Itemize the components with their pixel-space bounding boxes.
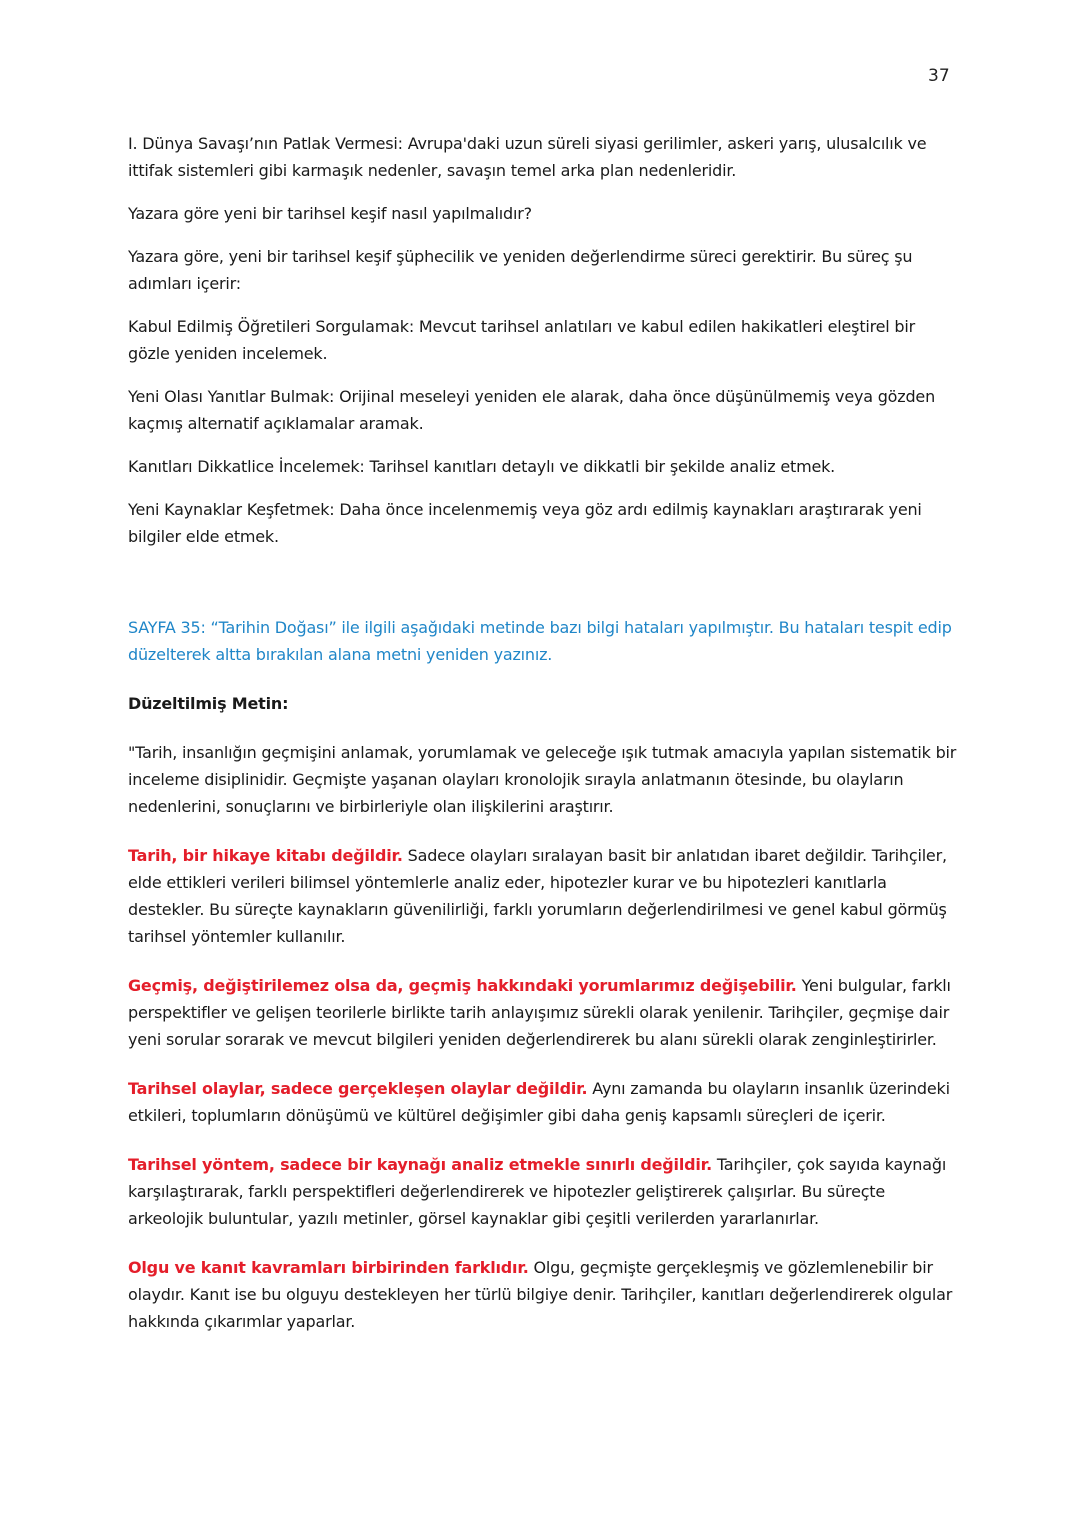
- step-2: Yeni Olası Yanıtlar Bulmak: Orijinal meseleyi yeniden ele alarak, daha önce düşünülmemiş veya gözden kaçmış alternatif açıklamalar aramak.: [128, 387, 936, 433]
- question: Yazara göre yeni bir tarihsel keşif nasıl yapılmalıdır?: [128, 204, 532, 223]
- highlight-2: Geçmiş, değiştirilemez olsa da, geçmiş hakkındaki yorumlarımız değişebilir.: [128, 976, 797, 995]
- step-4: Yeni Kaynaklar Keşfetmek: Daha önce incelenmemiş veya göz ardı edilmiş kaynakları araştırarak yeni bilgiler elde etmek.: [128, 500, 922, 546]
- step-3: Kanıtları Dikkatlice İncelemek: Tarihsel kanıtları detaylı ve dikkatli bir şekilde analiz etmek.: [128, 457, 836, 476]
- corrected-section-1: [128, 842, 958, 950]
- paragraph-ww1: I. Dünya Savaşı’nın Patlak Vermesi: Avrupa'daki uzun süreli siyasi gerilimler, askeri yarış, ulusalcılık ve ittifak sistemleri gibi karmaşık nedenler, savaşın temel arka plan nedenleridir.: [128, 134, 927, 180]
- page-number: 37: [928, 66, 950, 86]
- highlight-3: Tarihsel olaylar, sadece gerçekleşen olaylar değildir.: [128, 1079, 588, 1098]
- section-3-text: Aynı zamanda bu olayların insanlık üzerindeki etkileri, toplumların dönüşümü ve kültürel değişimler gibi daha geniş kapsamlı süreçleri de içerir.: [128, 1079, 950, 1125]
- section-1-text: Sadece olayları sıralayan basit bir anlatıdan ibaret değildir. Tarihçiler, elde ettikleri verileri bilimsel yöntemlerle analiz eder, hipotezler kurar ve bu hipotezleri kanıtlarla destekler. Bu süreçte kaynakların güvenilirliği, farklı yorumların değerlendirilmesi ve genel kabul görmüş tarihsel yöntemler kullanılır.: [128, 846, 947, 946]
- corrected-intro: "Tarih, insanlığın geçmişini anlamak, yorumlamak ve geleceğe ışık tutmak amacıyla yapılan sistematik bir inceleme disiplinidir. Geçmişte yaşanan olayları kronolojik sırayla anlatmanın ötesinde, bu olayların nedenlerini, sonuçlarını ve birbirleriyle olan ilişkilerini araştırır.: [128, 743, 957, 816]
- section-2-text: Yeni bulgular, farklı perspektifler ve gelişen teorilerle birlikte tarih anlayışımız sürekli olarak yenilenir. Tarihçiler, geçmişe dair yeni sorular sorarak ve mevcut bilgileri yeniden değerlendirerek bu alanı sürekli olarak zenginleştirirler.: [128, 976, 951, 1049]
- step-1: Kabul Edilmiş Öğretileri Sorgulamak: Mevcut tarihsel anlatıları ve kabul edilen hakikatleri eleştirel bir gözle yeniden incelemek.: [128, 317, 916, 363]
- highlight-5: Olgu ve kanıt kavramları birbirinden farklıdır.: [128, 1258, 529, 1277]
- document-body: [128, 130, 958, 1335]
- corrected-section-4: [128, 1151, 958, 1232]
- corrected-section-3: [128, 1075, 958, 1129]
- task-instruction: SAYFA 35: “Tarihin Doğası” ile ilgili aşağıdaki metinde bazı bilgi hataları yapılmıştır. Bu hataları tespit edip düzelterek altta bırakılan alana metni yeniden yazınız.: [128, 618, 952, 664]
- answer-intro: Yazara göre, yeni bir tarihsel keşif şüphecilik ve yeniden değerlendirme süreci gerektirir. Bu süreç şu adımları içerir:: [128, 247, 913, 293]
- highlight-1: Tarih, bir hikaye kitabı değildir.: [128, 846, 403, 865]
- corrected-section-5: [128, 1254, 958, 1335]
- corrected-section-2: [128, 972, 958, 1053]
- section-4-text: Tarihçiler, çok sayıda kaynağı karşılaştırarak, farklı perspektifleri değerlendirerek ve hipotezler geliştirerek çalışırlar. Bu süreçte arkeolojik buluntular, yazılı metinler, görsel kaynaklar gibi çeşitli verilerden yararlanırlar.: [128, 1155, 947, 1228]
- corrected-heading: Düzeltilmiş Metin:: [128, 694, 289, 713]
- section-5-text: Olgu, geçmişte gerçekleşmiş ve gözlemlenebilir bir olaydır. Kanıt ise bu olguyu destekleyen her türlü bilgiye denir. Tarihçiler, kanıtları değerlendirerek olgular hakkında çıkarımlar yaparlar.: [128, 1258, 953, 1331]
- highlight-4: Tarihsel yöntem, sadece bir kaynağı analiz etmekle sınırlı değildir.: [128, 1155, 712, 1174]
